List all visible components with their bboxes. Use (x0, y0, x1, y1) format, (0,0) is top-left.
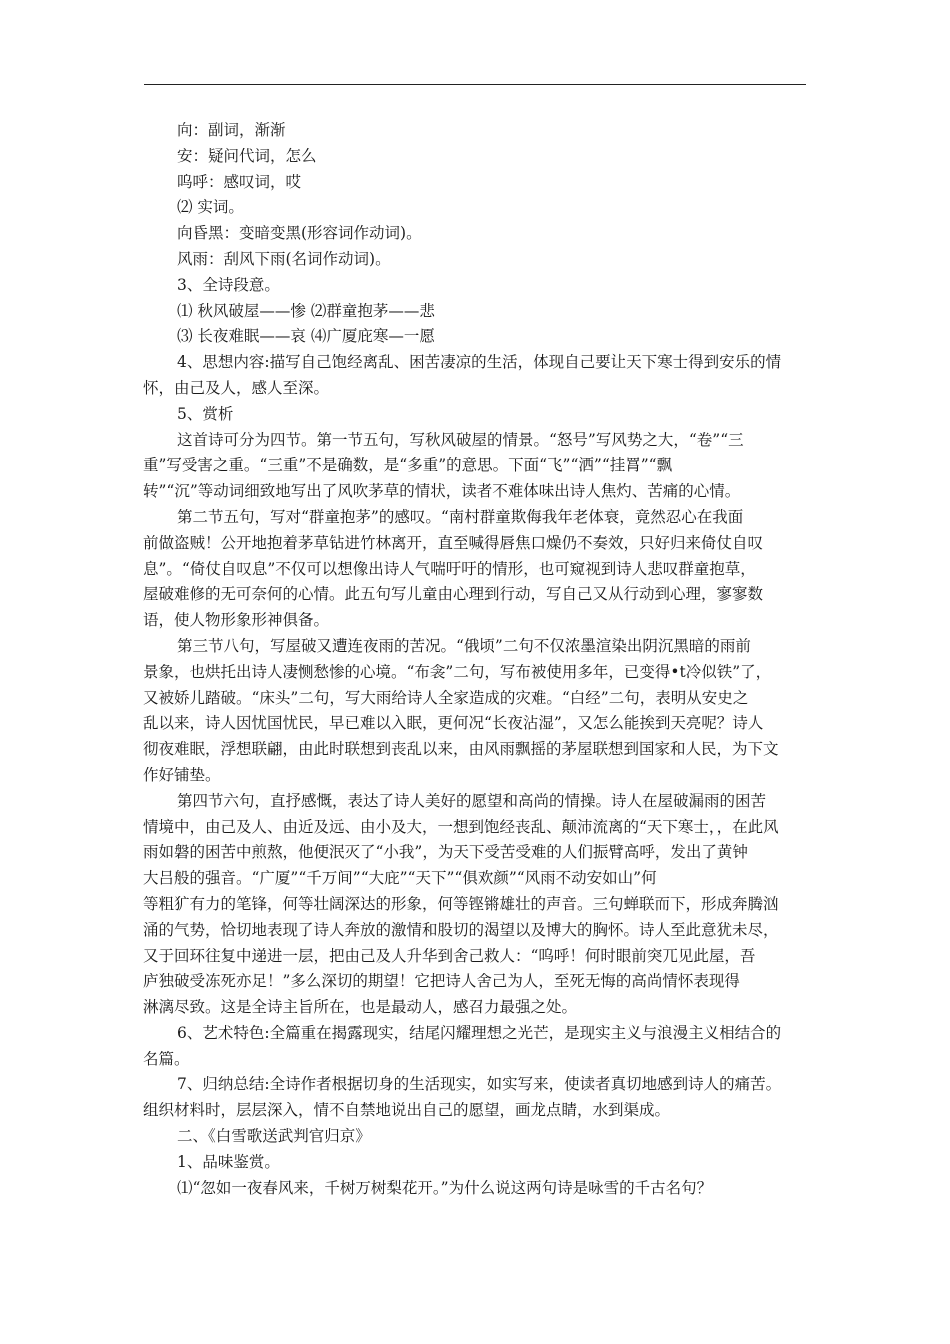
text-line: 转”“沉”等动词细致地写出了风吹茅草的情状，读者不难体味出诗人焦灼、苦痛的心情。 (143, 482, 741, 501)
text-line: 4、思想内容:描写自己饱经离乱、困苦凄凉的生活，体现自己要让天下寒士得到安乐的情 (177, 353, 782, 372)
text-line: 庐独破受冻死亦足！”多么深切的期望！它把诗人舍己为人，至死无悔的高尚情怀表现得 (143, 972, 740, 991)
text-line: 怀，由己及人，感人至深。 (143, 378, 330, 397)
text-line: 景象，也烘托出诗人凄恻愁惨的心境。“布衾”二句，写布被使用多年，已变得•t冷似铁”了， (143, 662, 772, 681)
text-line: ⑴ 秋风破屋——惨 ⑵群童抱茅——悲 (177, 301, 435, 320)
text-line: 重”写受害之重。“三重”不是确数，是“多重”的意思。下面“飞”“洒”“挂罥”“飘 (143, 456, 673, 475)
text-line: 又被娇儿踏破。“床头”二句，写大雨给诗人全家造成的灾难。“白经”二句，表明从安史之 (143, 688, 749, 707)
text-line: 等粗犷有力的笔锋，何等壮阔深达的形象，何等铿锵雄壮的声音。三句蝉联而下，形成奔腾汹 (143, 894, 779, 913)
text-line: 第三节八句，写屋破又遭连夜雨的苦况。“俄顷”二句不仅浓墨渲染出阴沉黑暗的雨前 (177, 636, 751, 655)
text-line: 向：副词，渐渐 (177, 121, 286, 139)
text-line: 第二节五句，写对“群童抱茅”的感叹。“南村群童欺侮我年老体衰，竟然忍心在我面 (177, 507, 744, 526)
text-line: 语，使人物形象形神俱备。 (143, 611, 330, 630)
text-line: 屋破难修的无可奈何的心情。此五句写儿童由心理到行动，写自己又从行动到心理，寥寥数 (143, 585, 764, 604)
text-line: 这首诗可分为四节。第一节五句，写秋风破屋的情景。“怒号”写风势之大，“卷”“三 (177, 430, 744, 449)
header-rule (144, 84, 806, 85)
text-line: 情境中，由己及人、由近及远、由小及大，一想到饱经丧乱、颠沛流离的“天下寒士，，在此风 (143, 817, 779, 836)
text-line: 淋漓尽致。这是全诗主旨所在，也是最动人，感召力最强之处。 (143, 998, 578, 1017)
text-line: 3、全诗段意。 (177, 275, 280, 294)
text-line: 乱以来，诗人因忧国忧民，早已难以入眠，更何况“长夜沾湿”，又怎么能挨到天亮呢？诗人 (143, 714, 764, 733)
text-line: 5、赏析 (177, 404, 234, 423)
text-line: 二、《白雪歌送武判官归京》 (177, 1127, 371, 1146)
text-line: 涌的气势，恰切地表现了诗人奔放的激情和股切的渴望以及博大的胸怀。诗人至此意犹未尽， (143, 920, 779, 939)
text-line: 7、归纳总结:全诗作者根据切身的生活现实，如实写来，使读者真切地感到诗人的痛苦。 (177, 1075, 782, 1094)
text-line: 6、艺术特色:全篇重在揭露现实，结尾闪耀理想之光芒，是现实主义与浪漫主义相结合的 (177, 1023, 782, 1042)
text-line: ⑴“忽如一夜春风来，千树万树梨花开。”为什么说这两句诗是咏雪的千古名句？ (177, 1178, 713, 1197)
text-line: 1、品味鉴赏。 (177, 1152, 280, 1171)
text-line: 彻夜难眠，浮想联翩，由此时联想到丧乱以来，由风雨飘摇的茅屋联想到国家和人民，为下文 (143, 740, 779, 759)
text-line: 组织材料时，层层深入，情不自禁地说出自己的愿望，画龙点睛，水到渠成。 (143, 1101, 671, 1120)
text-line: ⑵ 实词。 (177, 198, 244, 217)
text-line: 风雨：刮风下雨(名词作动词)。 (177, 249, 391, 268)
text-line: 名篇。 (143, 1049, 190, 1068)
text-line: 前做盗贼！公开地抱着茅草钻进竹林离开，直至喊得唇焦口燥仍不奏效，只好归来倚仗自叹 (143, 533, 764, 552)
text-line: 作好铺垫。 (143, 765, 221, 784)
text-line: 大吕般的强音。“广厦”“千万间”“大庇”“天下”“俱欢颜”“风雨不动安如山”何 (143, 869, 657, 888)
document-body (143, 118, 807, 1201)
text-line: 呜呼：感叹词，哎 (177, 172, 302, 191)
text-line: 又于回环往复中递进一层，把由己及人升华到舍己救人：“呜呼！何时眼前突兀见此屋，吾 (143, 946, 756, 965)
text-line: ⑶ 长夜难眠——哀 ⑷广厦庇寒—一愿 (177, 327, 435, 346)
text-line: 安：疑问代词，怎么 (177, 146, 317, 165)
text-line: 雨如磐的困苦中煎熬，他便泯灭了“小我”，为天下受苦受难的人们振臂高呼，发出了黄钟 (143, 843, 748, 862)
text-line: 息”。“倚仗自叹息”不仅可以想像出诗人气喘吁吁的情形，也可窥视到诗人悲叹群童抱草， (143, 559, 756, 578)
text-line: 向昏黑：变暗变黑(形容词作动词)。 (177, 224, 422, 243)
text-line: 第四节六句，直抒感慨，表达了诗人美好的愿望和高尚的情操。诗人在屋破漏雨的困苦 (177, 791, 767, 810)
